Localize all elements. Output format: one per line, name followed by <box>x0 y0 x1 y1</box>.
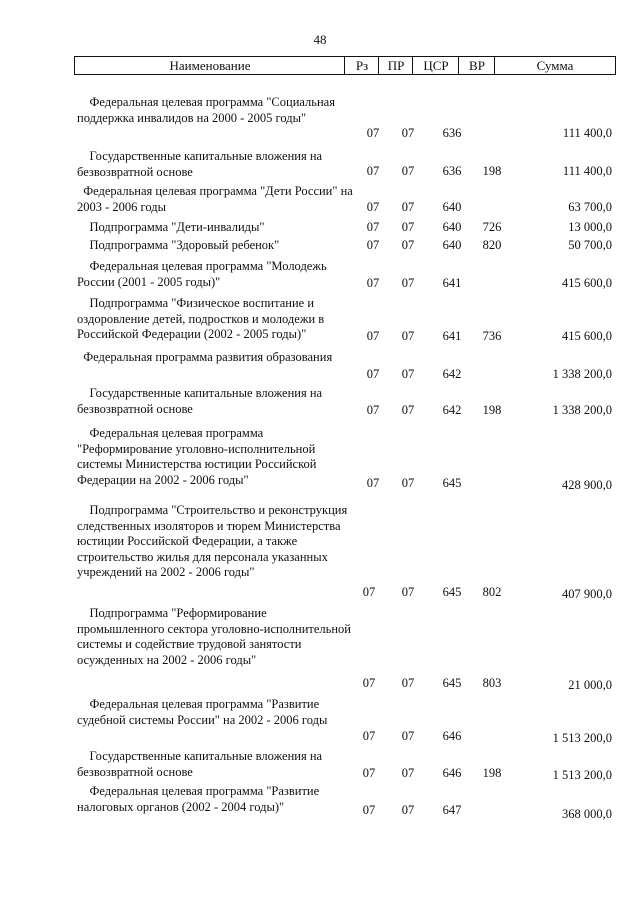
row-csr: 640 <box>442 200 462 214</box>
row-sum: 13 000,0 <box>568 220 612 234</box>
row-pr: 07 <box>401 766 415 780</box>
row-csr: 640 <box>442 238 462 252</box>
row-csr: 642 <box>442 367 462 381</box>
row-vr: 736 <box>482 329 502 343</box>
row-sum: 21 000,0 <box>568 678 612 692</box>
row-pr: 07 <box>401 803 415 817</box>
row-csr: 645 <box>442 585 462 599</box>
row-sum: 1 338 200,0 <box>552 367 612 381</box>
row-vr: 803 <box>482 676 502 690</box>
row-rz: 07 <box>366 403 380 417</box>
row-name: Федеральная целевая программа "Развитие судебной системы России" на 2002 - 2006 годы <box>77 697 328 727</box>
row-rz: 07 <box>366 367 380 381</box>
row-name: Подпрограмма "Здоровый ребенок" <box>77 238 280 252</box>
row-rz: 07 <box>362 803 376 817</box>
row-name: Федеральная целевая программа "Молодежь России (2001 - 2005 годы)" <box>77 259 330 289</box>
header-name: Наименование <box>74 56 345 75</box>
row-pr: 07 <box>401 276 415 290</box>
row-vr: 198 <box>482 766 502 780</box>
row-sum: 368 000,0 <box>562 807 612 821</box>
row-sum: 415 600,0 <box>562 276 612 290</box>
row-csr: 645 <box>442 676 462 690</box>
header-rz: Рз <box>344 56 379 75</box>
row-name: Федеральная целевая программа "Дети России" на 2003 - 2006 годы <box>77 184 356 214</box>
row-csr: 647 <box>442 803 462 817</box>
row-sum: 415 600,0 <box>562 329 612 343</box>
row-rz: 07 <box>366 476 380 490</box>
row-name: Подпрограмма "Строительство и реконструкция следственных изоляторов и тюрем Министерства юстиции Российской Федерации, а также строительство жилья для персонала указанных учреждений на 2002 - 2006 годы" <box>77 503 351 579</box>
row-csr: 641 <box>442 329 462 343</box>
row-rz: 07 <box>366 329 380 343</box>
row-name: Государственные капитальные вложения на безвозвратной основе <box>77 749 326 779</box>
row-sum: 50 700,0 <box>568 238 612 252</box>
header-sum: Сумма <box>494 56 616 75</box>
row-pr: 07 <box>401 200 415 214</box>
row-csr: 646 <box>442 766 462 780</box>
row-pr: 07 <box>401 367 415 381</box>
row-name: Федеральная целевая программа "Развитие налоговых органов (2002 - 2004 годы)" <box>77 784 323 814</box>
row-csr: 642 <box>442 403 462 417</box>
row-pr: 07 <box>401 676 415 690</box>
row-rz: 07 <box>366 238 380 252</box>
row-vr: 802 <box>482 585 502 599</box>
row-pr: 07 <box>401 238 415 252</box>
row-sum: 1 338 200,0 <box>552 403 612 417</box>
row-sum: 111 400,0 <box>562 164 612 178</box>
row-rz: 07 <box>366 276 380 290</box>
row-rz: 07 <box>366 126 380 140</box>
row-sum: 407 900,0 <box>562 587 612 601</box>
row-rz: 07 <box>362 676 376 690</box>
row-rz: 07 <box>362 585 376 599</box>
row-pr: 07 <box>401 329 415 343</box>
row-name: Государственные капитальные вложения на безвозвратной основе <box>77 386 326 416</box>
row-name: Федеральная целевая программа "Реформирование уголовно-исполнительной системы Министерства юстиции Российской Федерации на 2002 - 2006 годы" <box>77 426 320 487</box>
row-pr: 07 <box>401 476 415 490</box>
row-csr: 636 <box>442 126 462 140</box>
row-name: Подпрограмма "Физическое воспитание и оздоровление детей, подростков и молодежи в Российской Федерации (2002 - 2005 годы)" <box>77 296 328 341</box>
row-pr: 07 <box>401 126 415 140</box>
row-name: Подпрограмма "Реформирование промышленного сектора уголовно-исполнительной системы и содействие трудовой занятости осужденных на 2002 - 2006 годы" <box>77 606 355 667</box>
row-sum: 63 700,0 <box>568 200 612 214</box>
header-pr: ПР <box>378 56 413 75</box>
row-pr: 07 <box>401 585 415 599</box>
row-name: Федеральная целевая программа "Социальная поддержка инвалидов на 2000 - 2005 годы" <box>77 95 339 125</box>
row-vr: 198 <box>482 403 502 417</box>
row-rz: 07 <box>366 200 380 214</box>
row-name: Государственные капитальные вложения на безвозвратной основе <box>77 149 326 179</box>
row-vr: 726 <box>482 220 502 234</box>
row-vr: 820 <box>482 238 502 252</box>
row-sum: 1 513 200,0 <box>552 731 612 745</box>
header-vr: ВР <box>458 56 495 75</box>
row-pr: 07 <box>401 403 415 417</box>
row-pr: 07 <box>401 164 415 178</box>
row-sum: 111 400,0 <box>562 126 612 140</box>
row-vr: 198 <box>482 164 502 178</box>
row-rz: 07 <box>362 729 376 743</box>
row-sum: 428 900,0 <box>562 478 612 492</box>
row-rz: 07 <box>366 220 380 234</box>
row-csr: 636 <box>442 164 462 178</box>
row-name: Подпрограмма "Дети-инвалиды" <box>77 220 265 234</box>
row-csr: 640 <box>442 220 462 234</box>
row-name: Федеральная программа развития образования <box>77 350 333 364</box>
table-header <box>74 56 616 75</box>
row-rz: 07 <box>366 164 380 178</box>
row-csr: 645 <box>442 476 462 490</box>
header-csr: ЦСР <box>412 56 459 75</box>
page-number: 48 <box>313 32 327 47</box>
row-pr: 07 <box>401 220 415 234</box>
row-rz: 07 <box>362 766 376 780</box>
row-csr: 646 <box>442 729 462 743</box>
row-pr: 07 <box>401 729 415 743</box>
row-sum: 1 513 200,0 <box>552 768 612 782</box>
row-csr: 641 <box>442 276 462 290</box>
